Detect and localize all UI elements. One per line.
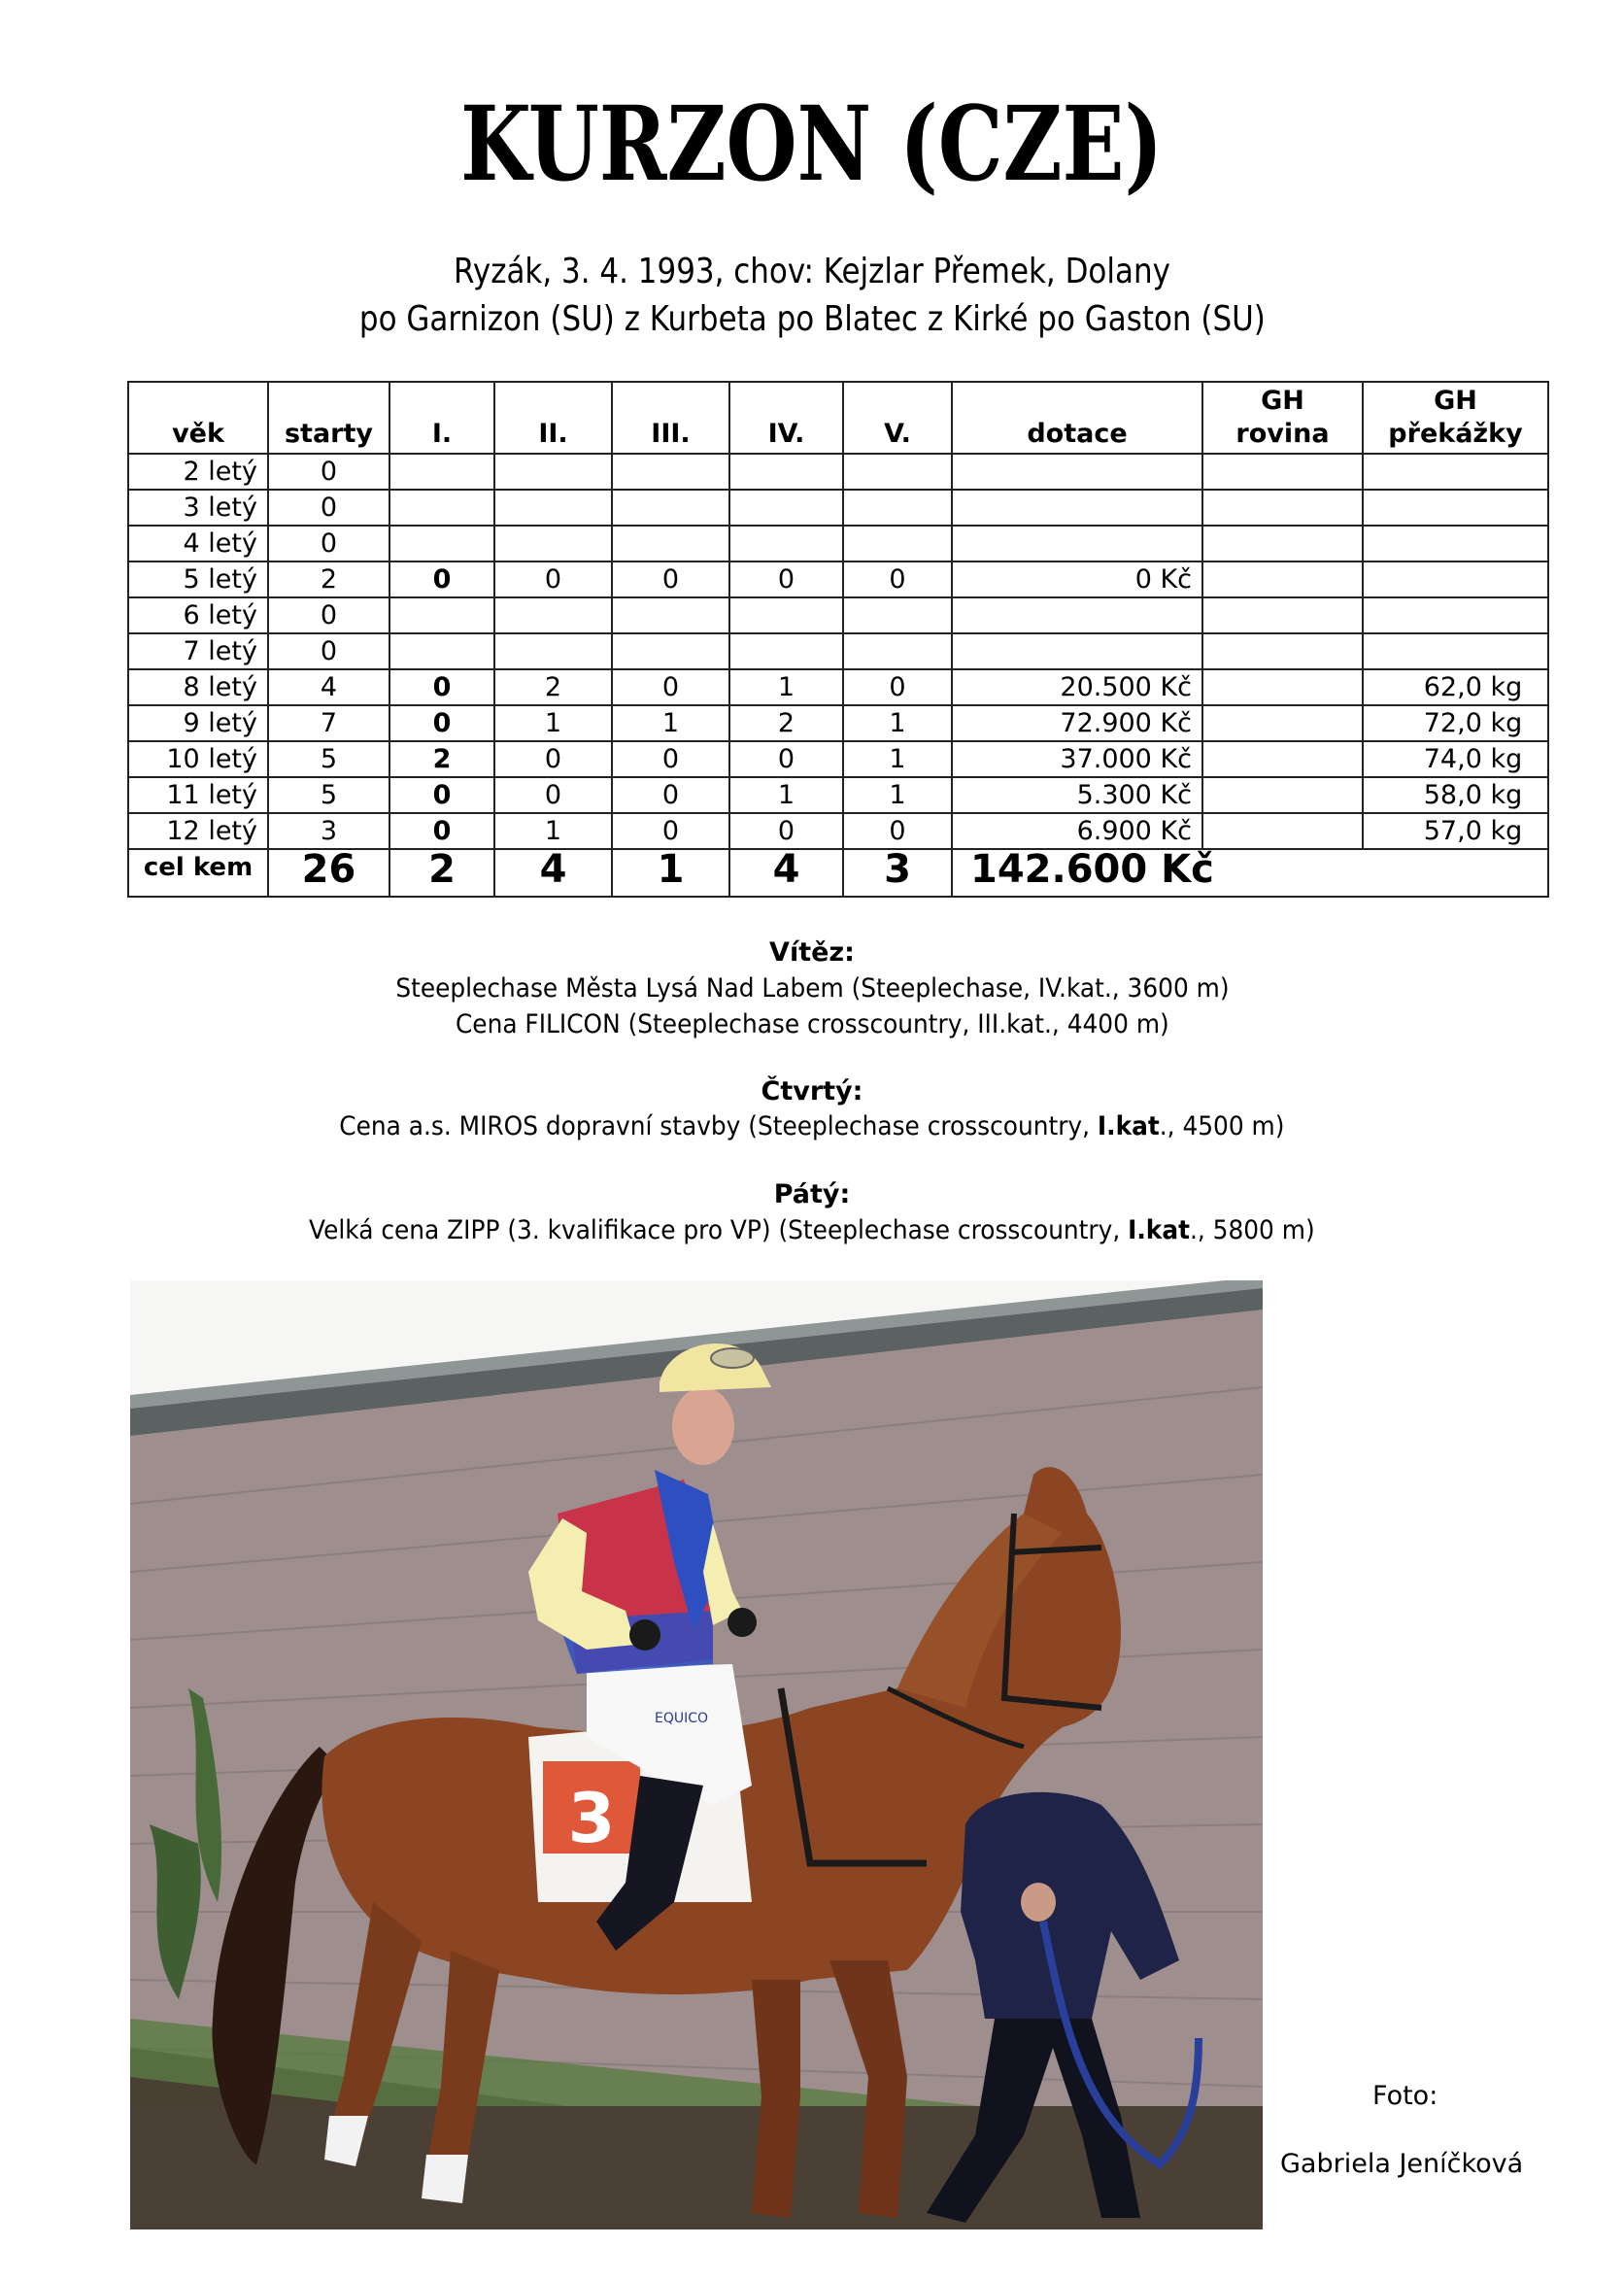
row-age: 2 letý xyxy=(128,454,268,490)
row-fourth: 0 xyxy=(729,813,843,849)
row-fifth xyxy=(843,490,952,526)
table-row xyxy=(128,490,1548,526)
row-starts: 0 xyxy=(268,597,389,633)
row-prize: 5.300 Kč xyxy=(952,777,1202,813)
total-starts: 26 xyxy=(268,849,389,897)
row-first xyxy=(389,490,494,526)
total-first: 2 xyxy=(389,849,494,897)
row-age: 11 letý xyxy=(128,777,268,813)
row-age: 10 letý xyxy=(128,741,268,777)
photo-credit-label: Foto: xyxy=(1372,2081,1438,2111)
row-gh-flat xyxy=(1202,633,1363,669)
col-header-second: II. xyxy=(494,382,612,454)
col-header-fourth: IV. xyxy=(729,382,843,454)
row-fifth: 1 xyxy=(843,777,952,813)
row-starts: 0 xyxy=(268,526,389,561)
row-third xyxy=(612,454,729,490)
row-first: 0 xyxy=(389,705,494,741)
row-gh-flat xyxy=(1202,490,1363,526)
col-header-gh-jump xyxy=(1363,382,1548,454)
row-starts: 5 xyxy=(268,777,389,813)
row-gh-jump xyxy=(1363,561,1548,597)
total-fourth: 4 xyxy=(729,849,843,897)
row-gh-jump xyxy=(1363,526,1548,561)
row-gh-flat xyxy=(1202,705,1363,741)
row-fifth: 1 xyxy=(843,705,952,741)
row-age: 4 letý xyxy=(128,526,268,561)
row-third xyxy=(612,633,729,669)
total-prize: 142.600 Kč xyxy=(952,849,1548,897)
horse-photo xyxy=(130,1280,1263,2229)
col-header-prize: dotace xyxy=(952,382,1202,454)
row-prize xyxy=(952,526,1202,561)
table-row xyxy=(128,705,1548,741)
row-fourth xyxy=(729,597,843,633)
row-prize xyxy=(952,597,1202,633)
pedigree-line: po Garnizon (SU) z Kurbeta po Blatec z Kirké po Gaston (SU) xyxy=(358,299,1266,339)
row-first xyxy=(389,633,494,669)
table-row xyxy=(128,454,1548,490)
row-age: 7 letý xyxy=(128,633,268,669)
row-gh-jump xyxy=(1363,633,1548,669)
row-age: 9 letý xyxy=(128,705,268,741)
row-gh-jump: 58,0 kg xyxy=(1363,777,1548,813)
row-gh-flat xyxy=(1202,561,1363,597)
row-third: 0 xyxy=(612,741,729,777)
row-prize: 6.900 Kč xyxy=(952,813,1202,849)
row-starts: 0 xyxy=(268,490,389,526)
row-starts: 3 xyxy=(268,813,389,849)
row-fifth: 0 xyxy=(843,813,952,849)
row-prize: 37.000 Kč xyxy=(952,741,1202,777)
row-first xyxy=(389,454,494,490)
career-stats-table xyxy=(127,381,1549,898)
gh-jump-line1: GH xyxy=(1434,386,1477,416)
row-gh-jump xyxy=(1363,454,1548,490)
row-gh-jump xyxy=(1363,490,1548,526)
winner-race-1: Steeplechase Města Lysá Nad Labem (Steeplechase, IV.kat., 3600 m) xyxy=(394,973,1230,1004)
fifth-race: Velká cena ZIPP (3. kvalifikace pro VP) (Steeplechase crosscountry, I.kat., 5800 m) xyxy=(309,1215,1315,1245)
row-second: 0 xyxy=(494,561,612,597)
horse-name-title: KURZON (CZE) xyxy=(460,83,1164,204)
row-gh-flat xyxy=(1202,669,1363,705)
row-age: 12 letý xyxy=(128,813,268,849)
row-gh-flat xyxy=(1202,777,1363,813)
row-fifth: 0 xyxy=(843,669,952,705)
row-fifth xyxy=(843,633,952,669)
row-fourth: 0 xyxy=(729,741,843,777)
gh-jump-line2: překážky xyxy=(1388,419,1523,449)
row-gh-flat xyxy=(1202,454,1363,490)
winner-heading: Vítěz: xyxy=(769,937,855,968)
row-age: 5 letý xyxy=(128,561,268,597)
total-second: 4 xyxy=(494,849,612,897)
total-label: cel kem xyxy=(128,849,268,897)
row-prize xyxy=(952,454,1202,490)
row-fourth: 1 xyxy=(729,777,843,813)
breeches-logo: EQUICO xyxy=(655,1711,709,1726)
row-starts: 0 xyxy=(268,633,389,669)
row-prize xyxy=(952,490,1202,526)
row-starts: 5 xyxy=(268,741,389,777)
table-header-row xyxy=(128,382,1548,454)
row-fifth xyxy=(843,597,952,633)
total-third: 1 xyxy=(612,849,729,897)
col-header-age: věk xyxy=(128,382,268,454)
fourth-race: Cena a.s. MIROS dopravní stavby (Steeplechase crosscountry, I.kat., 4500 m) xyxy=(339,1111,1285,1141)
table-row xyxy=(128,597,1548,633)
table-row xyxy=(128,741,1548,777)
row-starts: 4 xyxy=(268,669,389,705)
row-first: 2 xyxy=(389,741,494,777)
row-second: 1 xyxy=(494,705,612,741)
row-fourth xyxy=(729,633,843,669)
row-fourth xyxy=(729,490,843,526)
row-gh-flat xyxy=(1202,526,1363,561)
table-row xyxy=(128,777,1548,813)
row-third: 0 xyxy=(612,669,729,705)
row-second xyxy=(494,490,612,526)
fifth-heading: Pátý: xyxy=(773,1179,851,1209)
fourth-heading: Čtvrtý: xyxy=(761,1076,863,1106)
row-starts: 0 xyxy=(268,454,389,490)
col-header-first: I. xyxy=(389,382,494,454)
row-first: 0 xyxy=(389,561,494,597)
row-fourth xyxy=(729,526,843,561)
row-gh-jump: 57,0 kg xyxy=(1363,813,1548,849)
row-first: 0 xyxy=(389,777,494,813)
row-second xyxy=(494,633,612,669)
col-header-starts: starty xyxy=(268,382,389,454)
row-third: 0 xyxy=(612,813,729,849)
photo-credit-name: Gabriela Jeníčková xyxy=(1280,2149,1524,2179)
gh-flat-line1: GH xyxy=(1261,386,1304,416)
row-gh-flat xyxy=(1202,813,1363,849)
row-age: 3 letý xyxy=(128,490,268,526)
row-third xyxy=(612,490,729,526)
table-row xyxy=(128,813,1548,849)
row-age: 6 letý xyxy=(128,597,268,633)
row-starts: 7 xyxy=(268,705,389,741)
table-row xyxy=(128,633,1548,669)
table-row xyxy=(128,526,1548,561)
gh-flat-line2: rovina xyxy=(1235,419,1330,449)
row-gh-jump: 72,0 kg xyxy=(1363,705,1548,741)
row-prize: 20.500 Kč xyxy=(952,669,1202,705)
row-second: 0 xyxy=(494,741,612,777)
row-third: 0 xyxy=(612,777,729,813)
row-prize xyxy=(952,633,1202,669)
row-third: 0 xyxy=(612,561,729,597)
row-second xyxy=(494,526,612,561)
row-third: 1 xyxy=(612,705,729,741)
horse-description: Ryzák, 3. 4. 1993, chov: Kejzlar Přemek, Dolany xyxy=(454,252,1170,291)
row-second: 1 xyxy=(494,813,612,849)
table-total-row xyxy=(128,849,1548,897)
total-fifth: 3 xyxy=(843,849,952,897)
row-fifth xyxy=(843,454,952,490)
row-prize: 72.900 Kč xyxy=(952,705,1202,741)
row-age: 8 letý xyxy=(128,669,268,705)
row-first xyxy=(389,526,494,561)
row-first xyxy=(389,597,494,633)
row-gh-flat xyxy=(1202,741,1363,777)
row-fourth: 0 xyxy=(729,561,843,597)
row-starts: 2 xyxy=(268,561,389,597)
row-gh-jump: 74,0 kg xyxy=(1363,741,1548,777)
row-fifth: 0 xyxy=(843,561,952,597)
row-fourth: 2 xyxy=(729,705,843,741)
col-header-fifth: V. xyxy=(843,382,952,454)
table-row xyxy=(128,669,1548,705)
row-gh-jump xyxy=(1363,597,1548,633)
row-first: 0 xyxy=(389,669,494,705)
row-third xyxy=(612,597,729,633)
row-second xyxy=(494,454,612,490)
saddle-cloth-number: 3 xyxy=(567,1779,616,1858)
table-row xyxy=(128,561,1548,597)
winner-race-2: Cena FILICON (Steeplechase crosscountry, III.kat., 4400 m) xyxy=(455,1009,1169,1039)
col-header-third: III. xyxy=(612,382,729,454)
row-gh-jump: 62,0 kg xyxy=(1363,669,1548,705)
row-second: 2 xyxy=(494,669,612,705)
row-gh-flat xyxy=(1202,597,1363,633)
row-fifth: 1 xyxy=(843,741,952,777)
row-prize: 0 Kč xyxy=(952,561,1202,597)
row-fifth xyxy=(843,526,952,561)
row-fourth xyxy=(729,454,843,490)
row-first: 0 xyxy=(389,813,494,849)
row-third xyxy=(612,526,729,561)
row-fourth: 1 xyxy=(729,669,843,705)
col-header-gh-flat xyxy=(1202,382,1363,454)
row-second xyxy=(494,597,612,633)
row-second: 0 xyxy=(494,777,612,813)
